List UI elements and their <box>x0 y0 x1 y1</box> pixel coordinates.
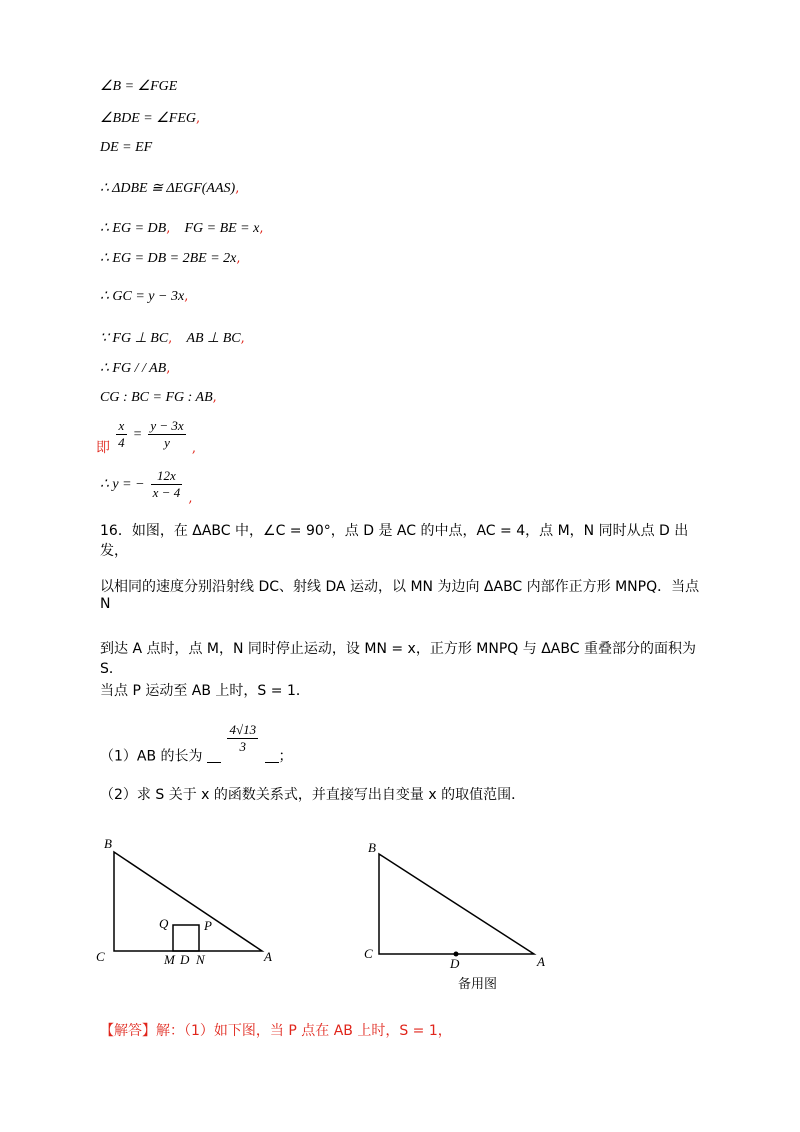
figure-2-caption: 备用图 <box>458 977 498 992</box>
label-B-1: B <box>104 836 112 851</box>
proof-expr: ∵ FG ⊥ BC <box>100 331 169 346</box>
proof-sep: , <box>184 289 189 304</box>
ratio-lhs-num: x <box>116 418 127 435</box>
y-line <box>100 468 192 506</box>
label-M: M <box>164 952 175 967</box>
ratio-sep: , <box>191 441 196 456</box>
proof-expr: CG : BC = FG : AB <box>100 390 213 405</box>
label-C-2: C <box>364 946 373 961</box>
y-num: 12x <box>151 468 183 485</box>
label-Q: Q <box>159 916 169 931</box>
proof-line-7 <box>100 288 188 305</box>
proof-line-5 <box>100 220 263 237</box>
proof-expr: ∠BDE = ∠FEG <box>100 111 196 126</box>
proof-sep-2: , <box>259 221 264 236</box>
y-den: x − 4 <box>152 485 181 500</box>
y-sep: , <box>188 491 193 506</box>
proof-line-3 <box>100 140 152 156</box>
proof-line-10 <box>100 390 217 406</box>
q1-prefix: （1）AB 的长为 <box>100 748 203 765</box>
proof-line-2 <box>100 110 200 127</box>
proof-expr: ∴ ΔDBE ≅ ΔEGF(AAS) <box>100 181 236 196</box>
q1-answer-num: 4√13 <box>229 722 257 737</box>
proof-sep: , <box>235 181 240 196</box>
answer-line <box>100 1020 704 1040</box>
proof-sep: , <box>168 331 173 346</box>
answer-text: 解：（1）如下图，当 P 点在 AB 上时，S = 1， <box>156 1023 452 1039</box>
proof-expr: ∠B = ∠FGE <box>100 79 178 94</box>
proof-expr: ∴ EG = DB <box>100 221 167 236</box>
proof-line-4 <box>100 180 239 197</box>
proof-expr-2: FG = BE = x <box>184 221 260 236</box>
figure-2 <box>364 840 545 992</box>
q1-answer <box>227 722 258 755</box>
label-C-1: C <box>96 949 105 964</box>
question-2 <box>100 784 704 804</box>
problem-text-1: 如图，在 ΔABC 中，∠C = 90°，点 D 是 AC 的中点，AC = 4，点 M，N 同时从点 D 出发， <box>100 523 689 559</box>
problem-line-4 <box>100 680 704 700</box>
label-D-2: D <box>450 956 460 971</box>
triangle-abc-1 <box>114 852 262 951</box>
proof-expr: ∴ FG / / AB <box>100 361 167 376</box>
proof-expr: ∴ GC = y − 3x <box>100 289 185 304</box>
label-A-1: A <box>264 949 272 964</box>
proof-sep: , <box>166 221 171 236</box>
question-1 <box>100 722 704 766</box>
proof-expr: DE = EF <box>100 140 153 155</box>
proof-line-1 <box>100 78 177 95</box>
problem-text-4: 当点 P 运动至 AB 上时，S = 1． <box>100 683 310 699</box>
ratio-rhs-den: y <box>164 435 170 450</box>
answer-tag: 【解答】 <box>100 1023 156 1039</box>
ratio-lhs-den: 4 <box>118 435 125 450</box>
label-P: P <box>204 918 212 933</box>
proof-line-9 <box>100 360 170 377</box>
problem-text-2: 以相同的速度分别沿射线 DC、射线 DA 运动，以 MN 为边向 ΔABC 内部作正方形 MNPQ．当点 N <box>100 579 700 612</box>
q1-answer-den: 3 <box>239 739 247 754</box>
proof-line-6 <box>100 250 241 267</box>
ratio-prefix: 即 <box>96 440 110 456</box>
y-fraction <box>151 468 183 501</box>
ratio-lhs-fraction <box>116 418 127 451</box>
problem-text-3: 到达 A 点时，点 M，N 同时停止运动，设 MN = x，正方形 MNPQ 与 ΔABC 重叠部分的面积为 S． <box>100 641 696 677</box>
q2-text: （2）求 S 关于 x 的函数关系式，并直接写出自变量 x 的取值范围． <box>100 787 526 803</box>
proof-sep-2: , <box>240 331 245 346</box>
square-mnpq <box>173 925 199 951</box>
q1-suffix: ； <box>278 748 293 765</box>
ratio-rhs-fraction <box>148 418 185 451</box>
q1-blank-right <box>265 762 279 763</box>
problem-number: 16． <box>100 523 132 539</box>
ratio-line <box>96 418 196 457</box>
proof-sep: , <box>236 251 241 266</box>
label-B-2: B <box>368 840 376 855</box>
y-lead: ∴ y = − <box>100 477 145 492</box>
proof-expr: ∴ EG = DB = 2BE = 2x <box>100 251 237 266</box>
problem-line-3 <box>100 638 704 678</box>
q1-blank-left <box>207 762 221 763</box>
proof-expr-2: AB ⊥ BC <box>186 331 241 346</box>
problem-line-1 <box>100 520 704 560</box>
ratio-eq: = <box>132 427 143 442</box>
label-D-1: D <box>180 952 190 967</box>
figures <box>0 830 800 1000</box>
proof-line-8 <box>100 330 245 347</box>
problem-line-2 <box>100 576 704 612</box>
proof-sep: , <box>195 111 201 126</box>
label-A-2: A <box>537 954 545 969</box>
proof-sep: , <box>212 390 217 405</box>
proof-sep: , <box>166 361 171 376</box>
ratio-rhs-num: y − 3x <box>150 418 184 433</box>
label-N: N <box>196 952 205 967</box>
figure-1 <box>96 836 272 967</box>
triangle-abc-2 <box>379 854 534 954</box>
